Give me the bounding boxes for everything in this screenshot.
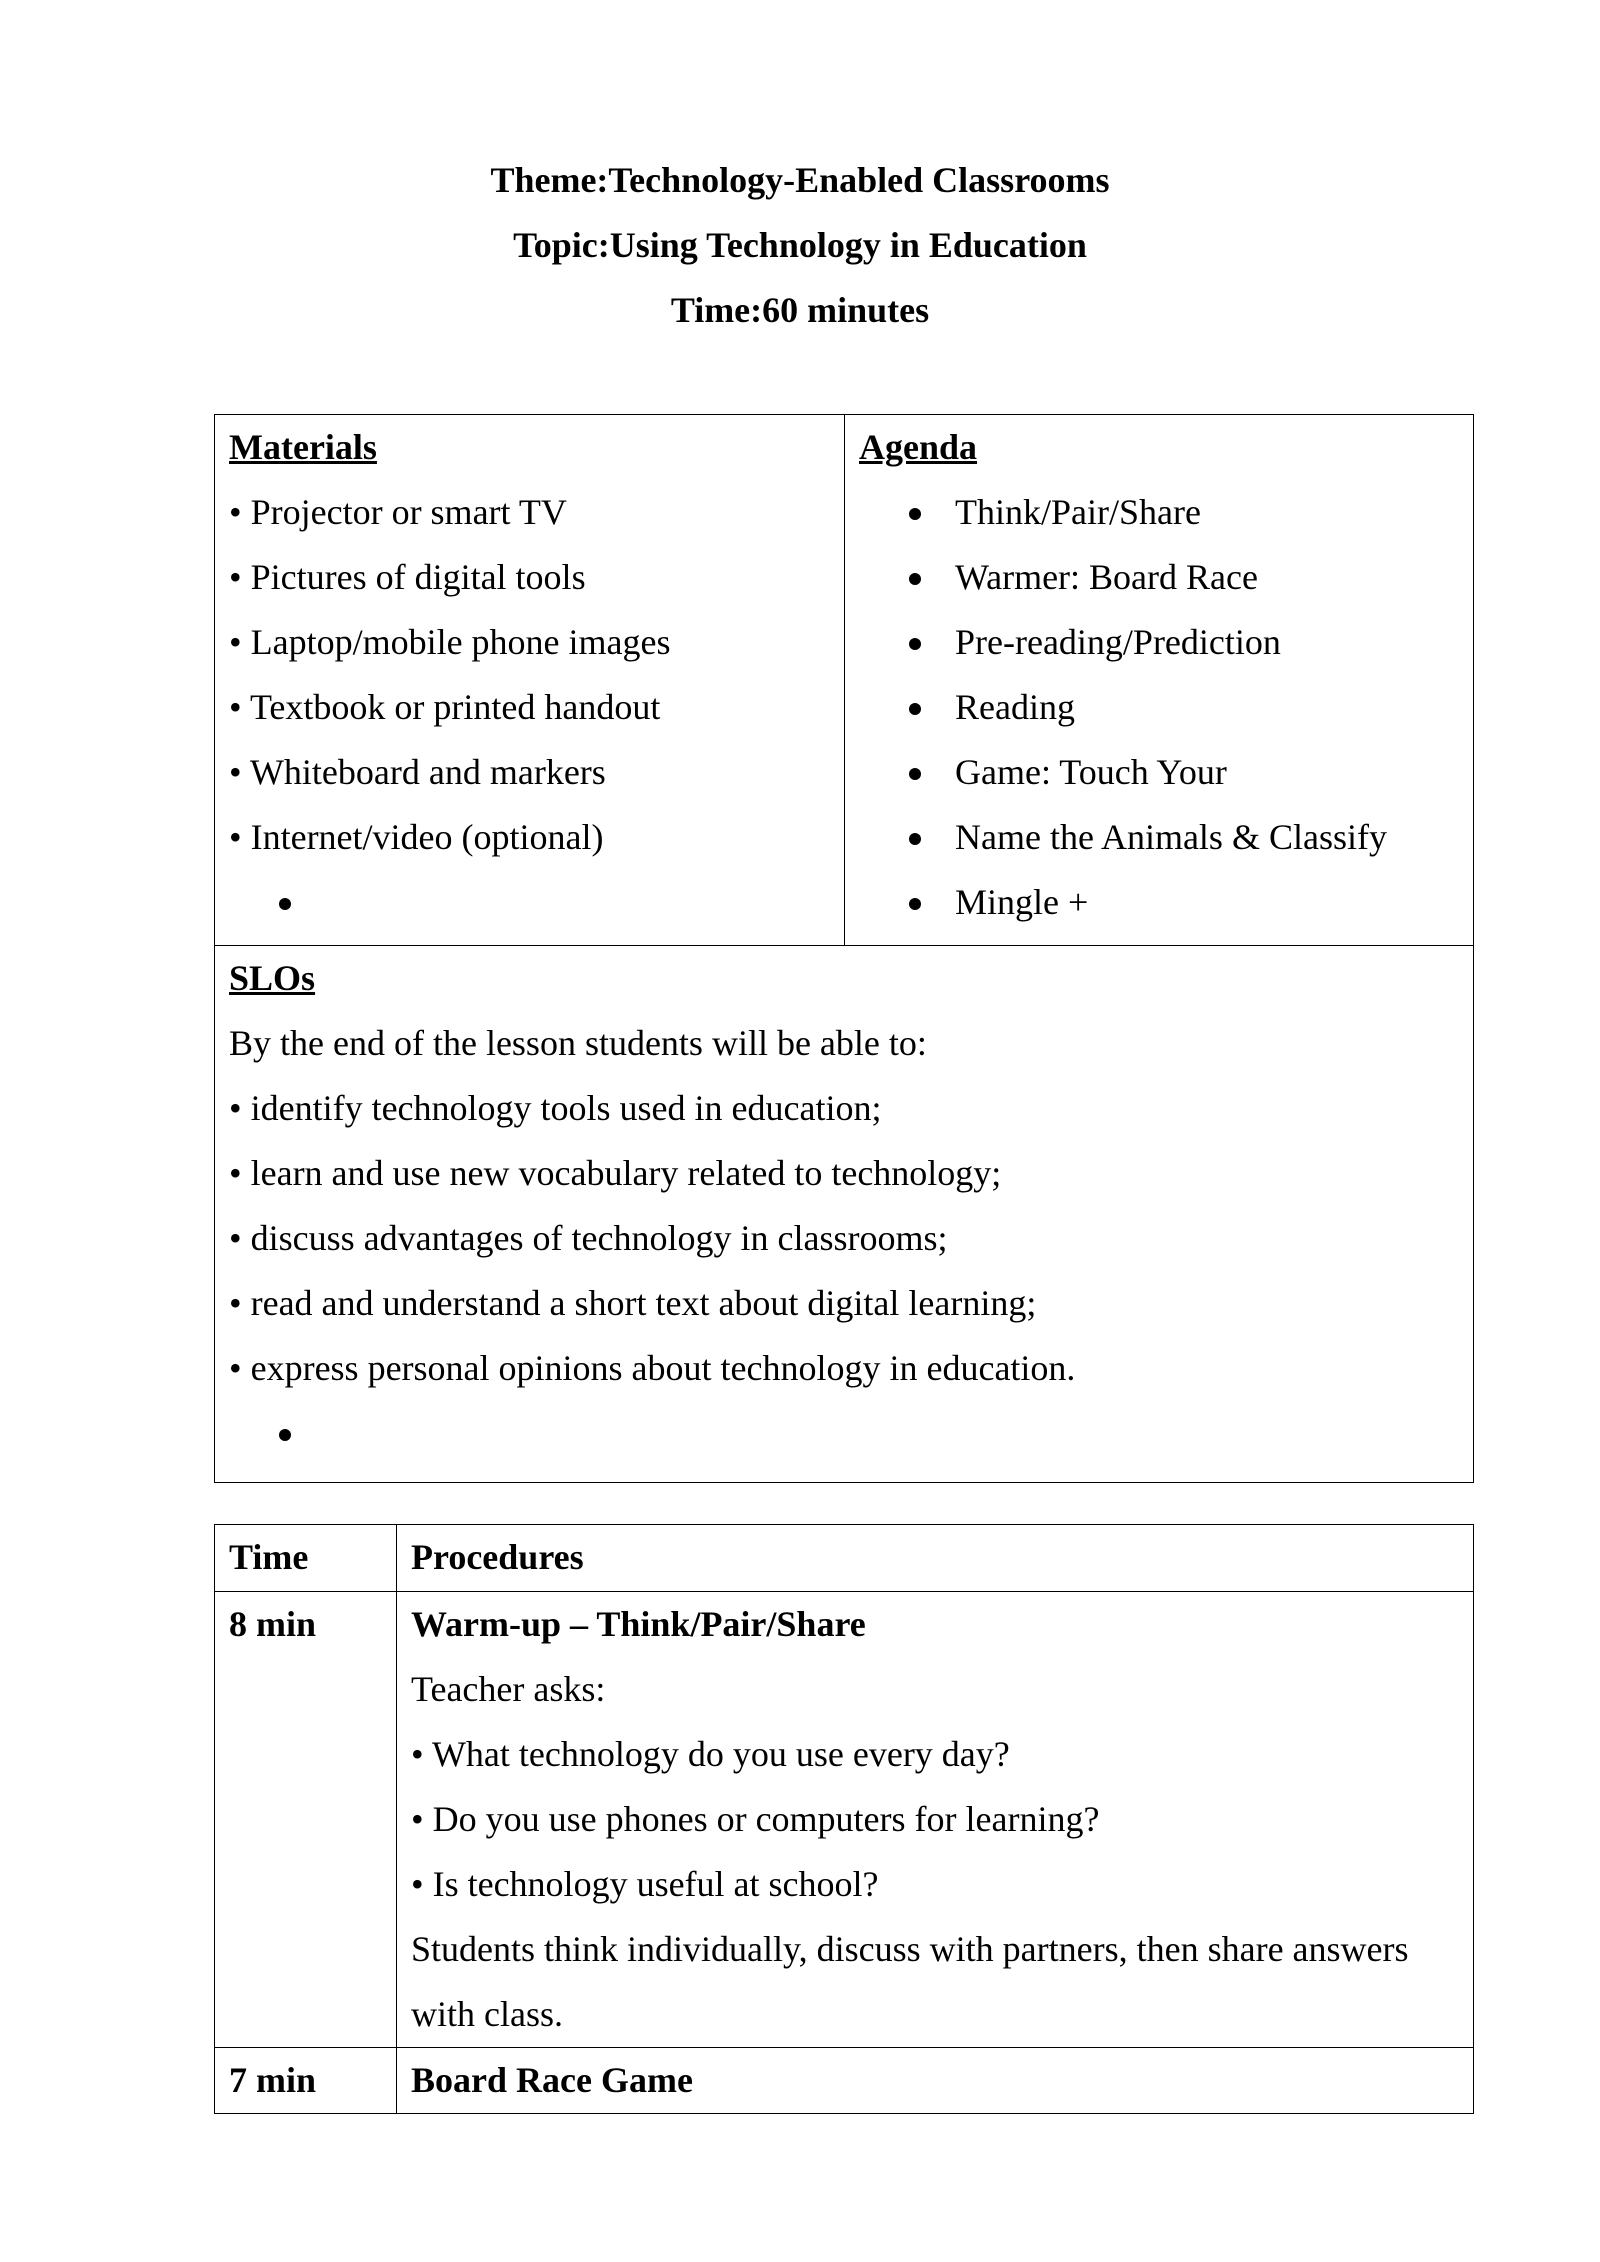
slos-heading: SLOs bbox=[229, 958, 316, 998]
procedure-line: • Do you use phones or computers for learning? bbox=[411, 1799, 1100, 1839]
time-line: Time:60 minutes bbox=[670, 290, 930, 330]
procedure-line: Students think individually, discuss with partners, then share answers bbox=[411, 1929, 1409, 1969]
procedure-line: Teacher asks: bbox=[411, 1669, 606, 1709]
slo-item: • read and understand a short text about digital learning; bbox=[229, 1283, 1037, 1323]
agenda-cell bbox=[845, 415, 1474, 946]
empty-bullet bbox=[229, 870, 830, 935]
agenda-item: Name the Animals & Classify bbox=[859, 805, 1459, 870]
procedure-time: 7 min bbox=[229, 2060, 317, 2100]
procedure-content-cell bbox=[397, 1592, 1474, 2048]
time-header-cell bbox=[215, 1525, 397, 1592]
topic-line: Topic:Using Technology in Education bbox=[513, 225, 1087, 265]
materials-item: • Whiteboard and markers bbox=[229, 752, 606, 792]
time-header: Time bbox=[229, 1537, 309, 1577]
theme-line: Theme:Technology-Enabled Classrooms bbox=[490, 160, 1110, 200]
procedures-header: Procedures bbox=[411, 1537, 584, 1577]
procedure-title: Board Race Game bbox=[411, 2060, 693, 2100]
procedures-table bbox=[214, 1524, 1474, 2114]
materials-item: • Internet/video (optional) bbox=[229, 817, 604, 857]
procedure-row bbox=[215, 1592, 1474, 2048]
empty-bullet bbox=[229, 1401, 1459, 1466]
agenda-item: Game: Touch Your bbox=[859, 740, 1459, 805]
materials-item: • Pictures of digital tools bbox=[229, 557, 586, 597]
agenda-item: Mingle + bbox=[859, 870, 1459, 935]
agenda-item: Warmer: Board Race bbox=[859, 545, 1459, 610]
overview-table bbox=[214, 414, 1474, 1483]
procedure-line: • Is technology useful at school? bbox=[411, 1864, 879, 1904]
slos-intro: By the end of the lesson students will be able to: bbox=[229, 1023, 927, 1063]
procedure-time-cell bbox=[215, 2048, 397, 2114]
materials-heading: Materials bbox=[229, 427, 377, 467]
slos-cell bbox=[215, 946, 1474, 1483]
agenda-list bbox=[859, 480, 1459, 935]
slo-item: • express personal opinions about technology in education. bbox=[229, 1348, 1076, 1388]
agenda-item: Reading bbox=[859, 675, 1459, 740]
procedure-line: with class. bbox=[411, 1994, 563, 2034]
procedure-time: 8 min bbox=[229, 1604, 317, 1644]
procedure-content-cell bbox=[397, 2048, 1474, 2114]
procedures-header-cell bbox=[397, 1525, 1474, 1592]
agenda-heading: Agenda bbox=[859, 427, 978, 467]
materials-item: • Laptop/mobile phone images bbox=[229, 622, 671, 662]
materials-item: • Projector or smart TV bbox=[229, 492, 567, 532]
agenda-item: Think/Pair/Share bbox=[859, 480, 1459, 545]
procedure-line: • What technology do you use every day? bbox=[411, 1734, 1010, 1774]
slo-item: • learn and use new vocabulary related to technology; bbox=[229, 1153, 1002, 1193]
materials-item: • Textbook or printed handout bbox=[229, 687, 661, 727]
materials-cell bbox=[215, 415, 845, 946]
procedure-time-cell bbox=[215, 1592, 397, 2048]
procedure-row bbox=[215, 2048, 1474, 2114]
agenda-item: Pre-reading/Prediction bbox=[859, 610, 1459, 675]
procedure-title: Warm-up – Think/Pair/Share bbox=[411, 1604, 866, 1644]
slo-item: • discuss advantages of technology in classrooms; bbox=[229, 1218, 948, 1258]
slo-item: • identify technology tools used in education; bbox=[229, 1088, 882, 1128]
procedures-header-row bbox=[215, 1525, 1474, 1592]
lesson-header bbox=[0, 148, 1600, 343]
